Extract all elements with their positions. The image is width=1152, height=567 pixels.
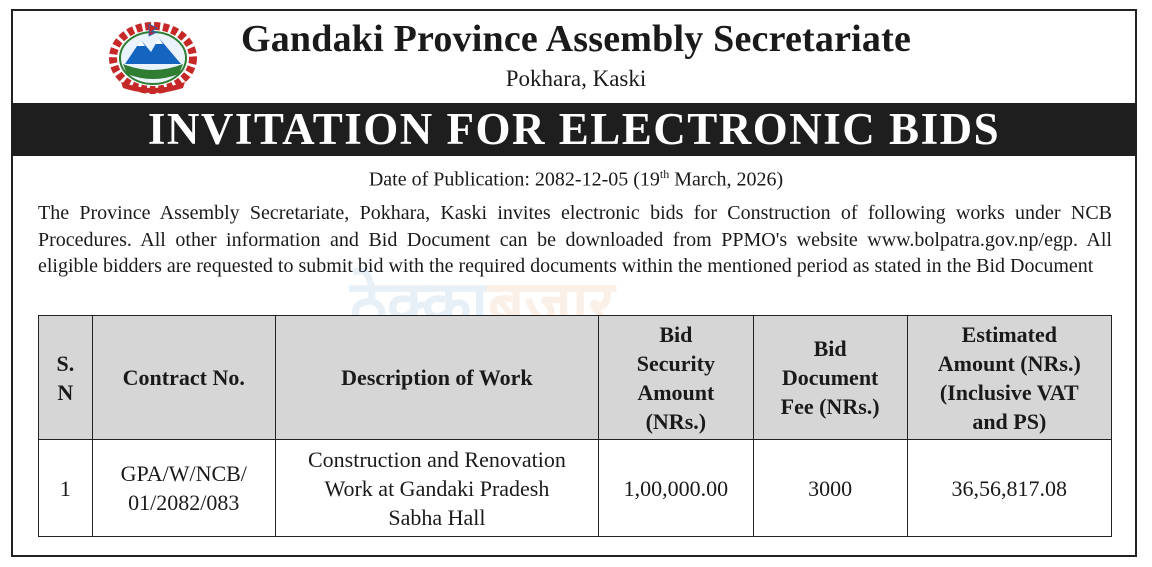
header-bid-security: Bid Security Amount (NRs.) bbox=[599, 316, 754, 440]
watermark-part-1: ठेक्का bbox=[350, 268, 488, 342]
publication-date bbox=[0, 167, 1152, 192]
cell-bid-security: 1,00,000.00 bbox=[599, 440, 754, 537]
header-document-fee: Bid Document Fee (NRs.) bbox=[753, 316, 907, 440]
watermark-part-2: बजार bbox=[487, 268, 615, 342]
header-contract-no: Contract No. bbox=[92, 316, 275, 440]
organization-title bbox=[0, 17, 1152, 61]
publication-date-suffix: March, 2026) bbox=[669, 168, 784, 191]
organization-location: Pokhara, Kaski bbox=[505, 66, 647, 91]
publication-date-ordinal: th bbox=[659, 167, 670, 181]
table-row bbox=[39, 440, 1112, 537]
publication-date-prefix: Date of Publication: 2082-12-05 (19 bbox=[368, 168, 660, 191]
bids-table bbox=[38, 315, 1112, 537]
cell-description: Construction and Renovation Work at Gandaki Pradesh Sabha Hall bbox=[275, 440, 598, 537]
header-sn: S. N bbox=[39, 316, 93, 440]
cell-sn: 1 bbox=[39, 440, 93, 537]
cell-estimated-amount: 36,56,817.08 bbox=[907, 440, 1111, 537]
header-estimated-amount: Estimated Amount (NRs.) (Inclusive VAT and PS) bbox=[907, 316, 1111, 440]
cell-contract-no: GPA/W/NCB/ 01/2082/083 bbox=[92, 440, 275, 537]
notice-banner: INVITATION FOR ELECTRONIC BIDS bbox=[11, 103, 1137, 156]
organization-title-text: Gandaki Province Assembly Secretariate bbox=[240, 18, 912, 60]
header-description: Description of Work bbox=[275, 316, 598, 440]
cell-document-fee: 3000 bbox=[753, 440, 907, 537]
intro-paragraph: The Province Assembly Secretariate, Pokhara, Kaski invites electronic bids for Construction of following works under NCB Procedures. All other information and Bid Document can be downloaded from PPMO's website www.bolpatra.gov.np/egp. All eligible bidders are requested to submit bid with the required documents within the mentioned period as stated in the Bid Document bbox=[38, 202, 1112, 277]
table-header-row bbox=[39, 316, 1112, 440]
